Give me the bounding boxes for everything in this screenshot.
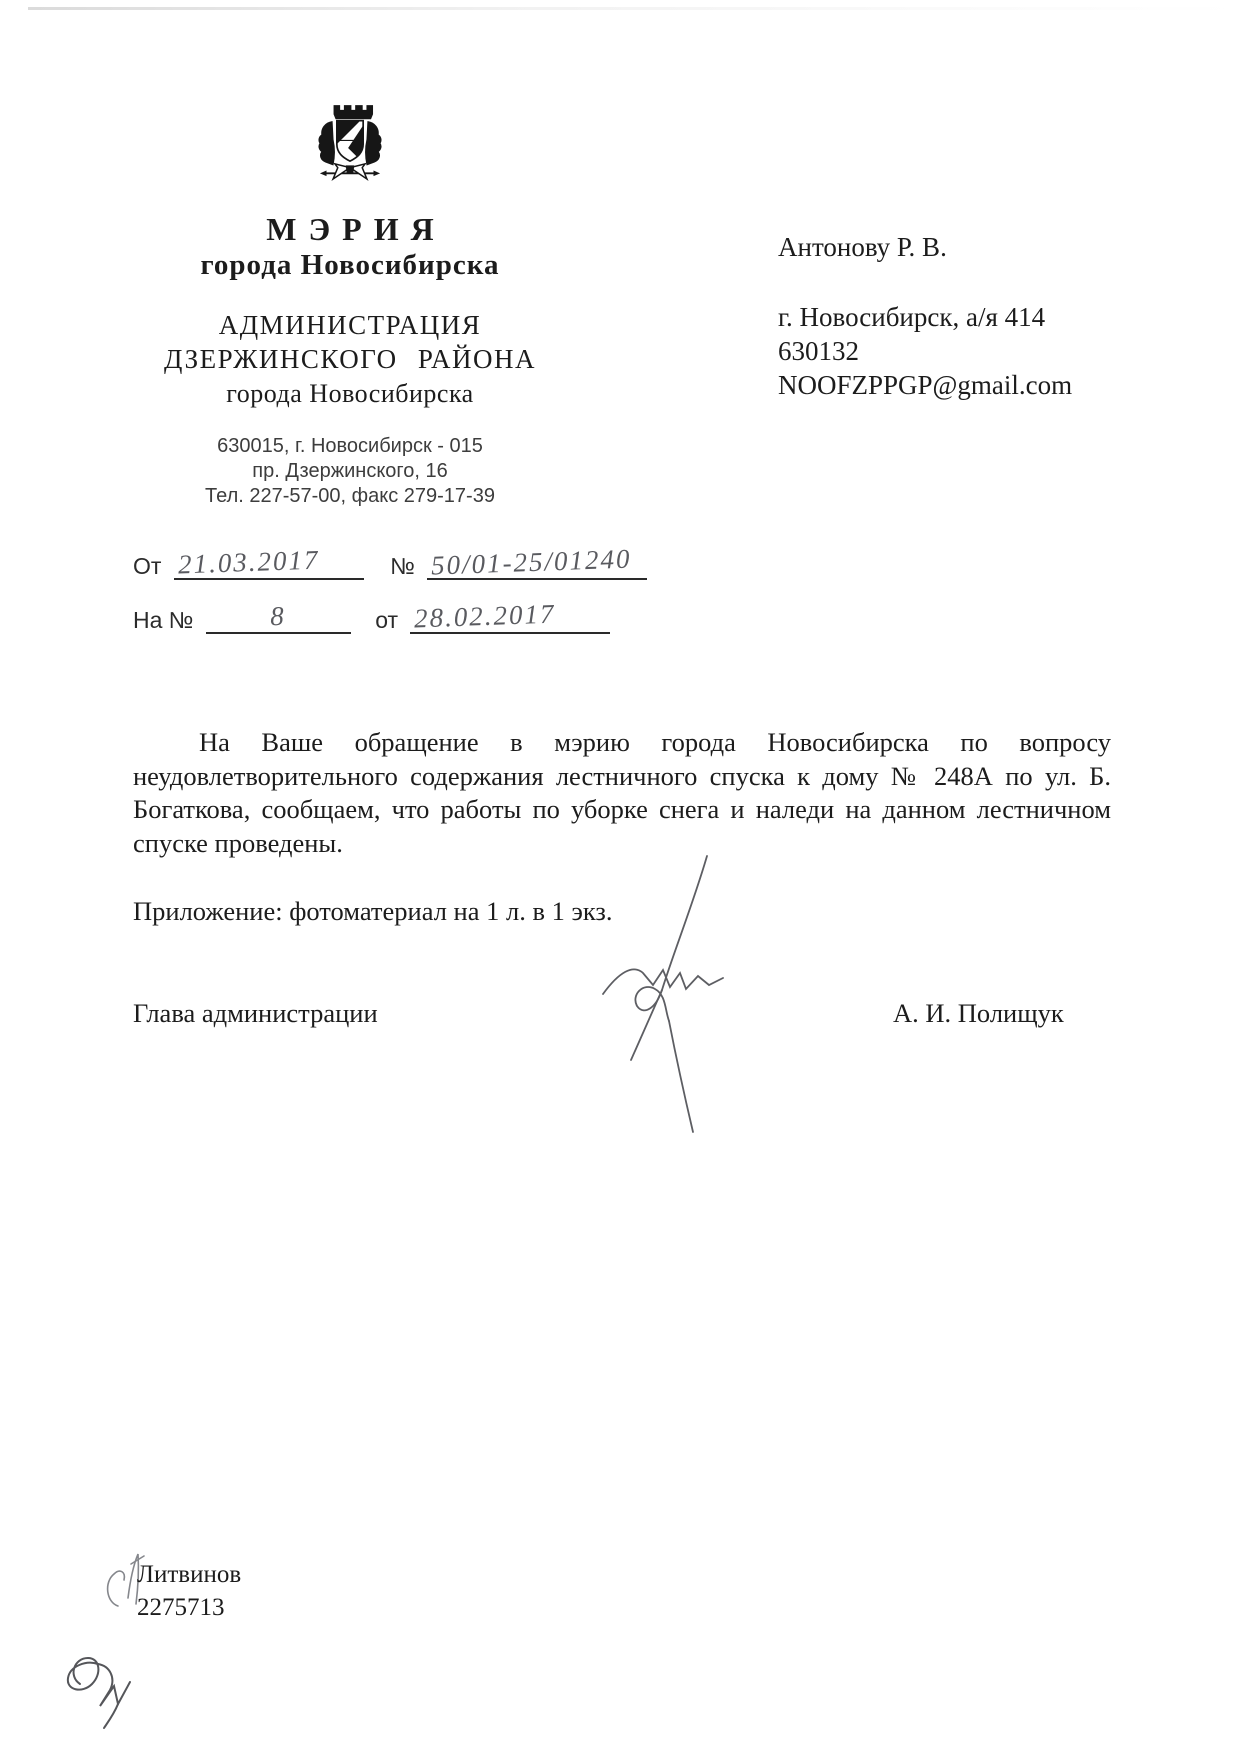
executor-block bbox=[137, 1558, 241, 1624]
letterhead-address-line1: 630015, г. Новосибирск - 015 bbox=[217, 435, 483, 457]
letterhead-address-line3: Тел. 227-57-00, факс 279-17-39 bbox=[205, 485, 495, 507]
number-blank bbox=[427, 543, 647, 581]
from-label: От bbox=[133, 553, 162, 579]
from-date-blank bbox=[174, 544, 364, 580]
recipient-postcode: 630132 bbox=[778, 336, 859, 366]
bottom-paraph-mark bbox=[52, 1650, 152, 1736]
attachment-note: Приложение: фотоматериал на 1 л. в 1 экз. bbox=[133, 896, 613, 926]
org-name: МЭРИЯ bbox=[266, 211, 446, 247]
reply-label: На № bbox=[133, 607, 194, 633]
department-line1: АДМИНИСТРАЦИЯ bbox=[218, 310, 482, 340]
outgoing-reference-line bbox=[133, 543, 653, 581]
number-label: № bbox=[390, 553, 415, 579]
reply-reference-line bbox=[133, 598, 616, 634]
from-date-handwritten: 21.03.2017 bbox=[177, 544, 320, 580]
signer-name: А. И. Полищук bbox=[893, 998, 1064, 1028]
recipient-block bbox=[778, 230, 1168, 402]
scan-artifact-top-edge bbox=[28, 7, 1240, 10]
reply-date-blank bbox=[410, 598, 610, 634]
reply-number-handwritten: 8 bbox=[270, 600, 287, 632]
reply-date-label: от bbox=[375, 607, 399, 633]
letterhead-address bbox=[118, 434, 582, 509]
reply-number-blank bbox=[206, 602, 351, 634]
letterhead-address-line2: пр. Дзержинского, 16 bbox=[252, 460, 448, 482]
letter-body-paragraph: На Ваше обращение в мэрию города Новосибирска по вопросу неудовлетворительного содержания лестничного спуска к дому № 248А по ул. Б. Богаткова, сообщаем, что работы по уборке снега и наледи на данном лестничном спуске проведены. bbox=[133, 727, 1111, 858]
novosibirsk-coat-of-arms-icon bbox=[302, 100, 398, 194]
number-handwritten: 50/01-25/01240 bbox=[430, 543, 633, 581]
signer-position-title: Глава администрации bbox=[133, 998, 378, 1028]
recipient-address-line: г. Новосибирск, а/я 414 bbox=[778, 302, 1046, 332]
executor-name: Литвинов bbox=[137, 1561, 242, 1588]
department-line3: города Новосибирска bbox=[226, 379, 474, 408]
org-name-sub: города Новосибирска bbox=[200, 249, 500, 281]
recipient-name: Антонову Р. В. bbox=[778, 232, 947, 262]
department-line2: ДЗЕРЖИНСКОГО РАЙОНА bbox=[164, 344, 536, 374]
recipient-email: NOOFZPPGP@gmail.com bbox=[778, 370, 1073, 400]
letterhead bbox=[118, 100, 582, 509]
executor-phone: 2275713 bbox=[137, 1594, 225, 1621]
reply-date-handwritten: 28.02.2017 bbox=[413, 598, 557, 634]
handwritten-signature bbox=[585, 852, 765, 1137]
